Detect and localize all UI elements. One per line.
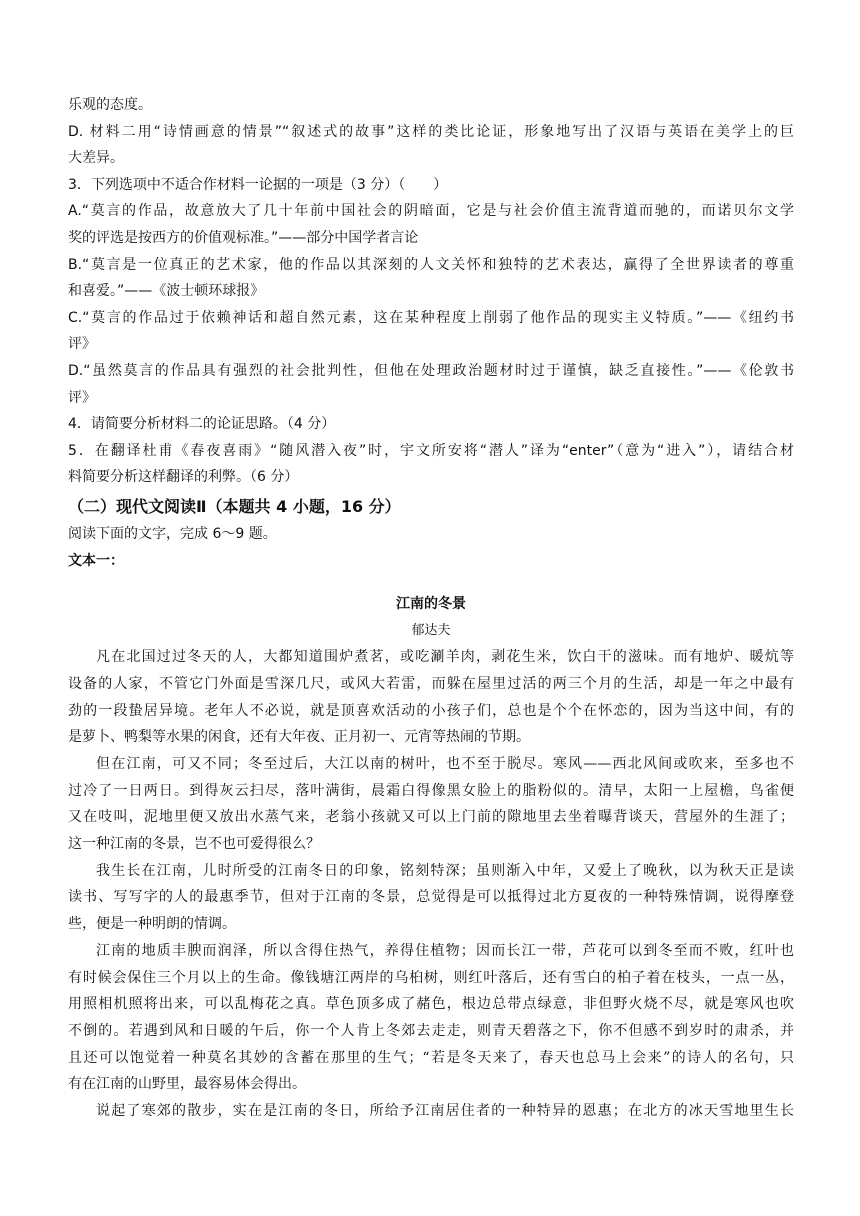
paragraph-line: 用照相机照将出来，可以乱梅花之真。草色顶多成了赭色，根边总带点绿意，非但野火烧不尽，就是寒风也吹 xyxy=(68,996,794,1013)
paragraph-line: 又在吱叫，泥地里便又放出水蒸气来，老翁小孩就又可以上门前的隙地里去坐着曝背谈天，营屋外的生涯了； xyxy=(68,809,794,826)
paragraph-line: 些，便是一种明朗的情调。 xyxy=(68,916,236,933)
question-3-stem: 3．下列选项中不适合作材料一论据的一项是（3 分）（ ） xyxy=(68,176,448,193)
paragraph-line: 说起了寒郊的散步，实在是江南的冬日，所给予江南居住者的一种特异的恩惠；在北方的冰天雪地里生长 xyxy=(96,1103,794,1120)
text-line: D. 材料二用“诗情画意的情景”“叙述式的故事”这样的类比论证，形象地写出了汉语与英语在美学上的巨 xyxy=(68,123,794,140)
paragraph-line: 这一种江南的冬景，岂不也可爱得很么？ xyxy=(68,836,320,853)
paragraph-line: 是萝卜、鸭梨等水果的闲食，还有大年夜、正月初一、元宵等热闹的节期。 xyxy=(68,729,530,746)
paragraph-line: 设备的人家，不管它门外面是雪深几尺，或风大若雷，而躲在屋里过活的两三个月的生活，却是一年之中最有 xyxy=(68,675,794,692)
option-d-line: 评》 xyxy=(68,389,96,406)
section-instruction: 阅读下面的文字，完成 6～9 题。 xyxy=(68,525,277,542)
section-heading: （二）现代文阅读Ⅱ（本题共 4 小题，16 分） xyxy=(68,496,401,516)
paragraph-line: 我生长在江南，儿时所受的江南冬日的印象，铭刻特深；虽则渐入中年，又爱上了晚秋，以为秋天正是读 xyxy=(96,862,794,879)
page-content xyxy=(68,92,794,1125)
paragraph xyxy=(68,1098,794,1125)
paragraph-line: 有在江南的山野里，最容易体会得出。 xyxy=(68,1076,306,1093)
paragraph-line: 凡在北国过过冬天的人，大都知道围炉煮茗，或吃涮羊肉，剥花生米，饮白干的滋味。而有地炉、暖炕等 xyxy=(96,649,794,666)
option-c-line: C.“莫言的作品过于依赖神话和超自然元素，这在某种程度上削弱了他作品的现实主义特质。”——《纽约书 xyxy=(68,309,794,326)
question-4: 4．请简要分析材料二的论证思路。（4 分） xyxy=(68,416,336,433)
article-body xyxy=(68,644,794,1125)
option-d-line: D.“虽然莫言的作品具有强烈的社会批判性，但他在处理政治题材时过于谨慎，缺乏直接性。”——《伦敦书 xyxy=(68,362,794,379)
text-label: 文本一： xyxy=(68,552,124,569)
paragraph-line: 且还可以饱觉着一种莫名其妙的含蓄在那里的生气；“若是冬天来了，春天也总马上会来”的诗人的名句，只 xyxy=(68,1049,794,1066)
question-5 xyxy=(68,438,794,491)
text-line: 大差异。 xyxy=(68,150,124,167)
paragraph-line: 江南的地质丰腴而润泽，所以含得住热气，养得住植物；因而长江一带，芦花可以到冬至而不败，红叶也 xyxy=(96,942,794,959)
article-title: 江南的冬景 xyxy=(396,596,466,613)
paragraph xyxy=(68,751,794,858)
option-c-line: 评》 xyxy=(68,336,96,353)
paragraph-line: 劲的一段蛰居异境。老年人不必说，就是顶喜欢活动的小孩子们，总也是个个在怀恋的，因为当这中间，有的 xyxy=(68,702,794,719)
option-b-line: 和喜爱。”——《波士顿环球报》 xyxy=(68,283,265,300)
paragraph xyxy=(68,938,794,1098)
option-b-line: B.“莫言是一位真正的艺术家，他的作品以其深刻的人文关怀和独特的艺术表达，赢得了全世界读者的尊重 xyxy=(68,256,794,273)
paragraph-line: 读书、写写字的人的最惠季节，但对于江南的冬景，总觉得是可以抵得过北方夏夜的一种特殊情调，说得摩登 xyxy=(68,889,794,906)
paragraph-line: 有时候会保住三个月以上的生命。像钱塘江两岸的乌桕树，则红叶落后，还有雪白的柏子着在枝头，一点一丛， xyxy=(68,969,794,986)
question-3 xyxy=(68,172,794,411)
paragraph-line: 但在江南，可又不同；冬至过后，大江以南的树叶，也不至于脱尽。寒风——西北风间或吹来，至多也不 xyxy=(96,755,794,772)
paragraph xyxy=(68,644,794,751)
paragraph xyxy=(68,858,794,938)
question-5-line: 5．在翻译杜甫《春夜喜雨》“随风潜入夜”时，宇文所安将“潜人”译为“enter”（意为“进入”），请结合材 xyxy=(68,442,794,459)
article-author: 郁达夫 xyxy=(411,623,451,639)
text-line: 乐观的态度。 xyxy=(68,97,152,113)
option-a-line: A.“莫言的作品，故意放大了几十年前中国社会的阴暗面，它是与社会价值主流背道而驰的，而诺贝尔文学 xyxy=(68,203,794,220)
paragraph-line: 过冷了一日两日。到得灰云扫尽，落叶满街，晨霜白得像黑女脸上的脂粉似的。清早，太阳一上屋檐，鸟雀便 xyxy=(68,782,794,799)
option-a-line: 奖的评选是按西方的价值观标准。”——部分中国学者言论 xyxy=(68,229,419,246)
question-2-option-d xyxy=(68,92,794,172)
paragraph-line: 不倒的。若遇到风和日暖的午后，你一个人肯上冬郊去走走，则青天碧落之下，你不但感不到岁时的肃杀，并 xyxy=(68,1022,794,1039)
question-5-line: 料简要分析这样翻译的利弊。（6 分） xyxy=(68,469,299,486)
